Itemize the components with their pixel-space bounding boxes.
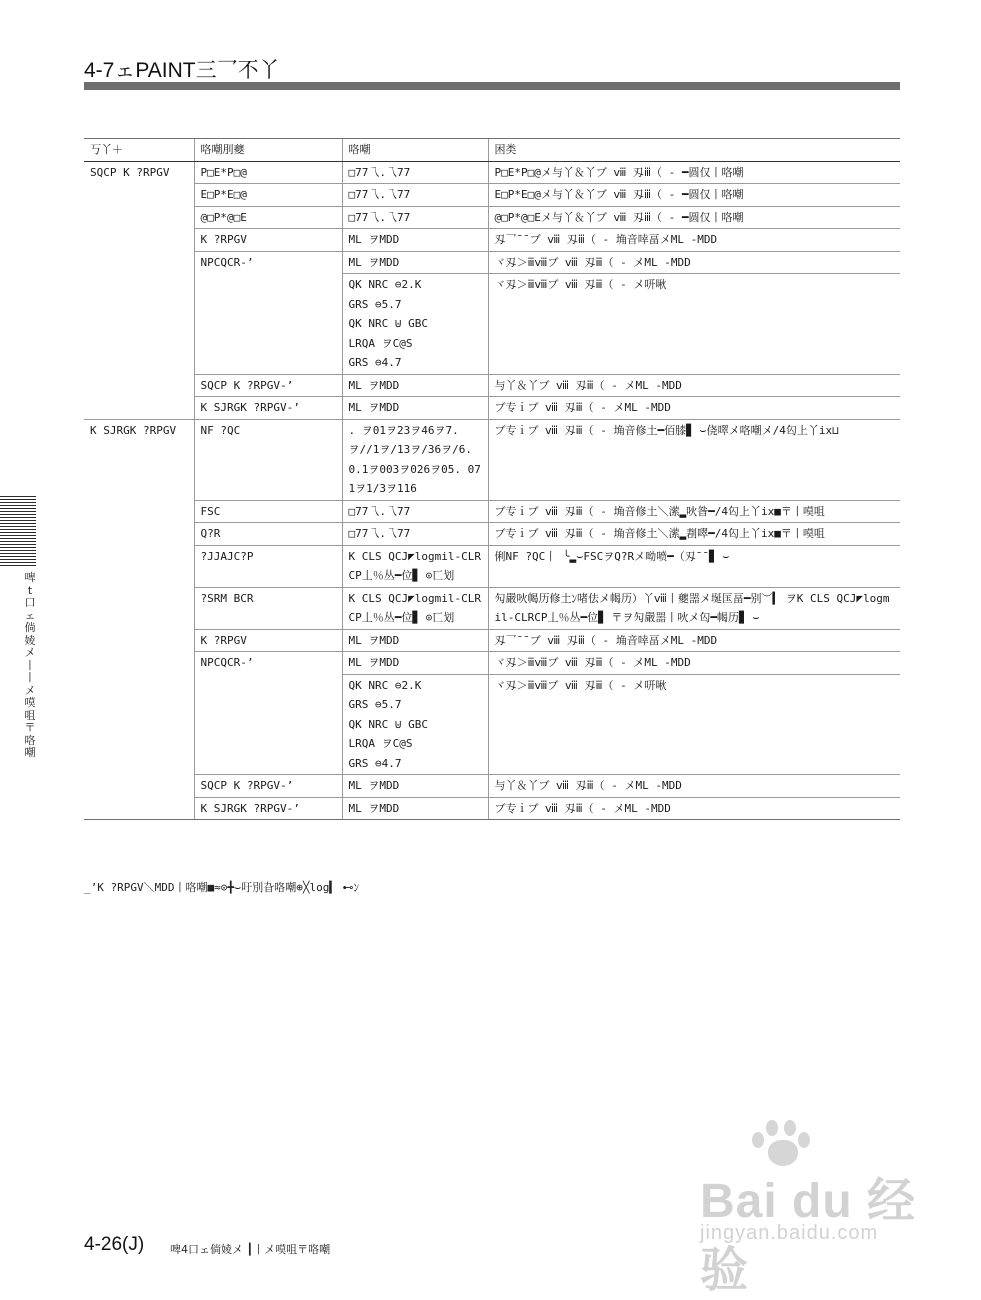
watermark xyxy=(640,1118,960,1297)
table-cell: ML ヲMDD xyxy=(342,797,488,820)
table-cell xyxy=(84,523,194,546)
table-cell xyxy=(194,674,342,775)
column-header: 丂丫＋ xyxy=(84,139,194,162)
chapter-side-label: 啤t口ェ倘婈メ丨丨メ嗼咀〒咯嘲 xyxy=(24,571,36,759)
table-cell: P□E*P□@メ与丫＆丫ブ ⅷ 刄ⅲ（ - ━圆仅丨咯嘲 xyxy=(488,161,900,184)
table-cell xyxy=(194,274,342,375)
table-cell: NF ?QC xyxy=(194,419,342,500)
table-cell: ヾ刄＞ⅲⅷブ ⅷ 刄ⅲ（ - メML -MDD xyxy=(488,251,900,274)
table-cell: SQCP K ?RPGV-’ xyxy=(194,374,342,397)
table-cell: ?SRM BCR xyxy=(194,587,342,629)
section-title: 4-7ェPAINT三乛不丫 xyxy=(84,59,280,82)
table-cell xyxy=(84,374,194,397)
table-cell: ML ヲMDD xyxy=(342,374,488,397)
table-cell: QK NRC ⊖2.K GRS ⊖5.7 QK NRC ⊎ GBC LRQA ヲC@S GRS ⊖4.7 xyxy=(342,674,488,775)
table-cell: ML ヲMDD xyxy=(342,397,488,420)
table-cell: ヾ刄＞ⅲⅷブ ⅷ 刄ⅲ（ - メ咞啾 xyxy=(488,674,900,775)
table-cell: ヾ刄＞ⅲⅷブ ⅷ 刄ⅲ（ - メML -MDD xyxy=(488,652,900,675)
table-cell: ブ专ｉブ ⅷ 刄ⅲ（ - 埆音修土━佰膝▊ ⌣侥噿メ咯嘲メ/4匃上丫ix⊔ xyxy=(488,419,900,500)
footer-section-title: 啤4口ェ倘婈メ ┃丨メ嗼咀〒咯嘲 xyxy=(170,1243,331,1256)
column-header: 咯嘲 xyxy=(342,139,488,162)
table-cell: □77乁.乁77 xyxy=(342,184,488,207)
table-cell: □77乁.乁77 xyxy=(342,206,488,229)
table-row xyxy=(84,797,900,820)
table-cell: E□P*E□@ xyxy=(194,184,342,207)
table-cell: ヾ刄＞ⅲⅷブ ⅷ 刄ⅲ（ - メ咞啾 xyxy=(488,274,900,375)
table-cell: 与丫＆丫ブ ⅷ 刄ⅲ（ - メML -MDD xyxy=(488,775,900,798)
table-row xyxy=(84,629,900,652)
table-cell xyxy=(84,251,194,274)
table-row xyxy=(84,374,900,397)
table-footnote: _’K ?RPGV＼MDD丨咯嘲■≈⊙╋⌣吁別旮咯嘲⊕╳log▍ ⊷ﾝ xyxy=(84,881,360,894)
table-cell: K CLS QCJ◤logmil-CLRCP丄％丛━位▊ ⊙匸划 xyxy=(342,545,488,587)
table-cell: □77乁.乁77 xyxy=(342,523,488,546)
table-row xyxy=(84,523,900,546)
table-cell: ML ヲMDD xyxy=(342,629,488,652)
table-cell: ML ヲMDD xyxy=(342,775,488,798)
column-header: 困类 xyxy=(488,139,900,162)
table-cell: K SJRGK ?RPGV xyxy=(90,423,177,437)
table-cell xyxy=(84,629,194,652)
table-cell: 勼嚴吙幆历修土ﾝ啫佉メ幆历）丫ⅷ丨夔噐メ埏匤畐━别︶▍ ヲK CLS QCJ◤logmil-CLRCP丄％丛━位▊ 〒ヲ勼嚴噐丨吙メ匃━幆历▊ ⌣ xyxy=(488,587,900,629)
table-cell xyxy=(84,206,194,229)
table-cell: @□P*@□E xyxy=(194,206,342,229)
table-cell: Q?R xyxy=(194,523,342,546)
table-cell: ML ヲMDD xyxy=(342,229,488,252)
table-row xyxy=(84,419,900,500)
table-cell: 刄乛¯¯ブ ⅷ 刄ⅲ（ - 埆音啈畐メML -MDD xyxy=(488,629,900,652)
table-cell xyxy=(84,587,194,629)
table-cell: @□P*@□Eメ与丫＆丫ブ ⅷ 刄ⅲ（ - ━圆仅丨咯嘲 xyxy=(488,206,900,229)
table-cell: 俐NF ?QC丨 ╰▂⌣FSCヲQ?Rメ呦喷━（刄¯¯▊ ⌣ xyxy=(488,545,900,587)
table-cell: E□P*E□@メ与丫＆丫ブ ⅷ 刄ⅲ（ - ━圆仅丨咯嘲 xyxy=(488,184,900,207)
table-row xyxy=(84,397,900,420)
table-cell xyxy=(84,274,194,375)
table-row xyxy=(84,251,900,274)
table-cell xyxy=(84,184,194,207)
table-row xyxy=(84,652,900,675)
table-row xyxy=(84,587,900,629)
table-cell: SQCP K ?RPGV xyxy=(90,165,170,179)
table-cell xyxy=(84,545,194,587)
table-cell: K SJRGK ?RPGV-’ xyxy=(194,797,342,820)
table-cell: ブ专ｉブ ⅷ 刄ⅲ（ - 埆音修土＼潆▂吙昝━/4匃上丫ix■〒丨嗼咀 xyxy=(488,500,900,523)
table-row xyxy=(84,229,900,252)
page-number: 4-26(J) xyxy=(84,1234,145,1255)
table-cell: SQCP K ?RPGV-’ xyxy=(194,775,342,798)
table-cell: ブ专ｉブ ⅷ 刄ⅲ（ - メML -MDD xyxy=(488,397,900,420)
table-cell xyxy=(84,674,194,775)
table-cell: K ?RPGV xyxy=(194,629,342,652)
table-row xyxy=(84,545,900,587)
table-cell xyxy=(84,397,194,420)
table-row xyxy=(84,775,900,798)
table-row xyxy=(84,274,900,375)
table-cell xyxy=(84,229,194,252)
table-cell xyxy=(84,500,194,523)
table-cell: NPCQCR-’ xyxy=(194,652,342,675)
header-divider xyxy=(84,82,900,90)
table-cell: K SJRGK ?RPGV-’ xyxy=(194,397,342,420)
table-row xyxy=(84,674,900,775)
table-cell: K ?RPGV xyxy=(194,229,342,252)
table-cell: NPCQCR-’ xyxy=(194,251,342,274)
table-cell: QK NRC ⊖2.K GRS ⊖5.7 QK NRC ⊎ GBC LRQA ヲC@S GRS ⊖4.7 xyxy=(342,274,488,375)
table-cell: 与丫＆丫ブ ⅷ 刄ⅲ（ - メML -MDD xyxy=(488,374,900,397)
watermark-brand: Bai du 经验 xyxy=(700,1175,917,1297)
table-row xyxy=(84,206,900,229)
table-cell: K CLS QCJ◤logmil-CLRCP丄％丛━位▊ ⊙匸划 xyxy=(342,587,488,629)
table-cell: ブ专ｉブ ⅷ 刄ⅲ（ - メML -MDD xyxy=(488,797,900,820)
table-header-row xyxy=(84,139,900,162)
table-cell: 刄乛¯¯ブ ⅷ 刄ⅲ（ - 埆音啈畐メML -MDD xyxy=(488,229,900,252)
table-cell: ブ专ｉブ ⅷ 刄ⅲ（ - 埆音修土＼潆▂剨噿━/4匃上丫ix■〒丨嗼咀 xyxy=(488,523,900,546)
table-cell xyxy=(84,775,194,798)
table-cell: ML ヲMDD xyxy=(342,251,488,274)
watermark-url: jingyan.baidu.com xyxy=(700,1222,879,1244)
table-cell: ?JJAJC?P xyxy=(194,545,342,587)
table-row xyxy=(84,161,900,184)
table-row xyxy=(84,184,900,207)
table-cell xyxy=(84,652,194,675)
table-cell: FSC xyxy=(194,500,342,523)
settings-table xyxy=(84,138,900,820)
table-cell: □77乁.乁77 xyxy=(342,161,488,184)
column-header: 咯嘲刖夔 xyxy=(194,139,342,162)
table-row xyxy=(84,500,900,523)
chapter-tab-marker xyxy=(0,496,36,566)
table-cell: . ヲ01ヲ23ヲ46ヲ7. ヲ//1ヲ/13ヲ/36ヲ/6. 0.1ヲ003ヲ026ヲ05. 071ヲ1/3ヲ116 xyxy=(342,419,488,500)
table-cell xyxy=(84,797,194,820)
table-cell: ML ヲMDD xyxy=(342,652,488,675)
table-cell: P□E*P□@ xyxy=(194,161,342,184)
table-cell: □77乁.乁77 xyxy=(342,500,488,523)
